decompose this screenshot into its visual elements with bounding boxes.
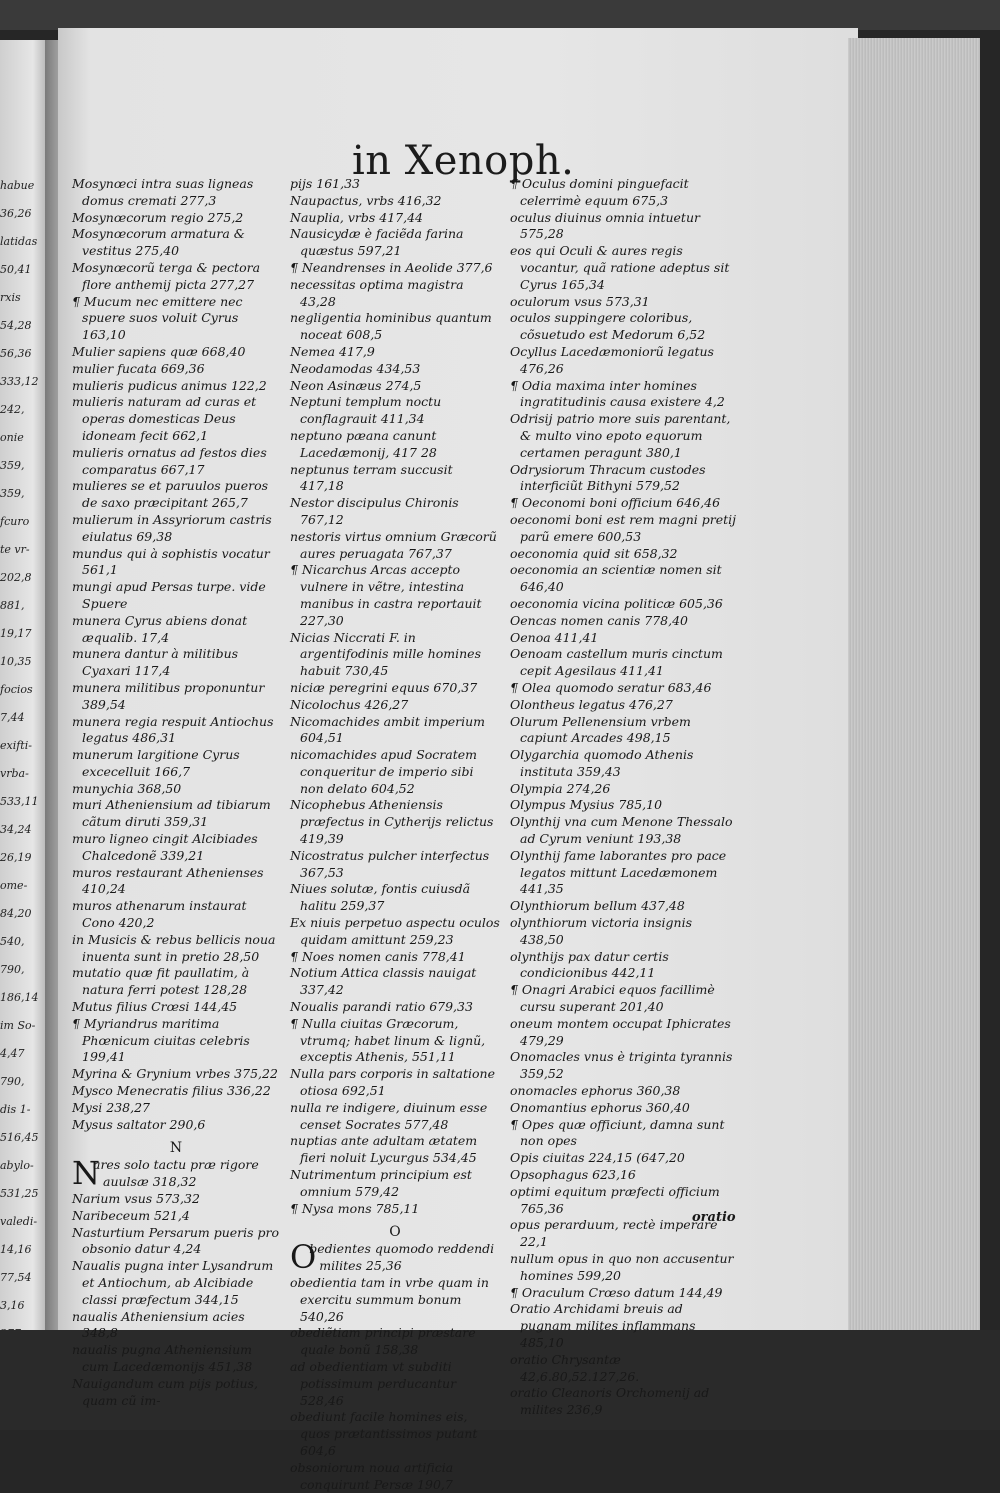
index-entry: obedientia tam in vrbe quam in exercitu summum bonum 540,26 — [290, 1275, 489, 1324]
left-page-fragment: latidas — [0, 235, 38, 248]
index-entry: munera regia respuit Antiochus legatus 486,31 — [72, 713, 274, 746]
index-entry: Mosynœcorum armatura & vestitus 275,40 — [72, 226, 245, 259]
running-head: in Xenoph. — [352, 138, 575, 184]
index-entry: ¶ Nulla ciuitas Græcorum, vtrumq; habet linum & lignũ, exceptis Athenis, 551,11 — [290, 1015, 486, 1065]
index-entry: mulieris ornatus ad festos dies comparatus 667,17 — [72, 444, 267, 477]
index-entry: oratio Cleanoris Orchomenij ad milites 236,9 — [510, 1385, 710, 1418]
index-entry: Neodamodas 434,53 — [290, 360, 421, 376]
index-entry: Olympia 274,26 — [510, 780, 611, 796]
index-entry: Myrina & Grynium vrbes 375,22 — [72, 1066, 278, 1082]
left-page-fragment: rxis — [0, 291, 21, 304]
book-cover-top — [0, 0, 1000, 30]
index-entry: negligentia hominibus quantum noceat 608,5 — [290, 310, 492, 343]
left-page-fragment: im So- — [0, 1019, 36, 1032]
left-page-fragment: focios — [0, 683, 33, 696]
index-entry: Onomantius ephorus 360,40 — [510, 1099, 690, 1115]
left-page-fragment: 186,14 — [0, 991, 39, 1004]
index-entry: Obedientes quomodo reddendi milites 25,36 — [290, 1238, 495, 1277]
index-entry: Nulla pars corporis in saltatione otiosa 692,51 — [290, 1066, 495, 1099]
index-entry: oculos suppingere coloribus, cõsuetudo est Medorum 6,52 — [510, 310, 706, 343]
index-entry: Nausicydæ è faciẽda farina quæstus 597,21 — [290, 226, 464, 259]
index-entry: munychia 368,50 — [72, 780, 182, 796]
index-entry: in Musicis & rebus bellicis noua inuenta sunt in pretio 28,50 — [72, 931, 276, 964]
index-entry: oeconomia vicina politicæ 605,36 — [510, 595, 723, 611]
catchword: oratio — [692, 1210, 736, 1225]
index-entry: neptuno pæana canunt Lacedæmonij, 417 28 — [290, 427, 437, 460]
index-entry: Olurum Pellenensium vrbem capiunt Arcades 498,15 — [510, 713, 691, 746]
index-entry: Mosynœcorum regio 275,2 — [72, 209, 244, 225]
index-entry: Mosynœci intra suas ligneas domus cremati 277,3 — [72, 176, 254, 208]
index-entry: Opis ciuitas 224,15 (647,20 — [510, 1150, 685, 1166]
index-entry: oculus diuinus omnia intuetur 575,28 — [510, 209, 700, 242]
index-entry: nuptias ante adultam ætatem fieri noluit Lycurgus 534,45 — [290, 1133, 478, 1166]
index-column-1 — [72, 176, 280, 1409]
index-entry: mutatio quæ fit paullatim, à natura ferri potest 128,28 — [72, 965, 250, 998]
index-entry: ¶ Odia maxima inter homines ingratitudinis causa existere 4,2 — [510, 377, 725, 410]
index-entry: mulieris naturam ad curas et operas domesticas Deus idoneam fecit 662,1 — [72, 394, 257, 443]
index-entry: obediunt facile homines eis, quos prætantissimos putant 604,6 — [290, 1409, 478, 1458]
index-entry: ¶ Neandrenses in Aeolide 377,6 — [290, 259, 493, 275]
index-entry: naualis Atheniensium acies 348,8 — [72, 1308, 245, 1341]
left-page-fragment: 242, — [0, 403, 25, 416]
index-entry: Nasturtium Persarum pueris pro obsonio datur 4,24 — [72, 1224, 280, 1257]
left-page-fragment: 36,26 — [0, 207, 32, 220]
left-page-fragment: 4,47 — [0, 1047, 25, 1060]
index-entry: mulierum in Assyriorum castris eiulatus 69,38 — [72, 511, 272, 544]
left-page-fragment: onie — [0, 431, 24, 444]
left-page-fragment: fcuro — [0, 515, 30, 528]
index-entry: Onomacles vnus è triginta tyrannis 359,52 — [510, 1049, 733, 1082]
index-entry: ¶ Oeconomi boni officium 646,46 — [510, 495, 721, 511]
index-entry: Nicostratus pulcher interfectus 367,53 — [290, 847, 490, 880]
index-entry: Mysi 238,27 — [72, 1099, 150, 1115]
section-letter-o: O — [389, 1224, 401, 1241]
index-entry: Olynthij fame laborantes pro pace legatos mittunt Lacedæmonem 441,35 — [510, 847, 727, 897]
index-entry: Mysco Menecratis filius 336,22 — [72, 1083, 271, 1099]
index-entry: Nutrimentum principium est omnium 579,42 — [290, 1167, 472, 1199]
left-page-fragment: 881, — [0, 599, 25, 612]
index-entry: Nares solo tactu præ rigore auulsæ 318,32 — [72, 1154, 259, 1193]
index-entry: ¶ Oraculum Crœso datum 144,49 — [510, 1284, 723, 1300]
index-entry: muros athenarum instaurat Cono 420,2 — [72, 898, 247, 931]
left-page-fragment: abylo- — [0, 1159, 34, 1172]
index-entry: nicomachides apud Socratem conqueritur de imperio sibi non delato 604,52 — [290, 747, 477, 796]
index-entry: mungi apud Persas turpe. vide Spuere — [72, 579, 266, 611]
index-entry: muro ligneo cingit Alcibiades Chalcedonẽ 339,21 — [72, 831, 258, 863]
index-entry: ¶ Noes nomen canis 778,41 — [290, 948, 466, 964]
index-entry: Mysus saltator 290,6 — [72, 1116, 206, 1132]
index-entry: oneum montem occupat Iphicrates 479,29 — [510, 1015, 731, 1048]
index-entry: onomacles ephorus 360,38 — [510, 1083, 681, 1099]
left-page-fragment: 14,16 — [0, 1243, 32, 1256]
index-entry: mundus qui à sophistis vocatur 561,1 — [72, 545, 270, 578]
index-entry: Neon Asinæus 274,5 — [290, 377, 422, 393]
index-entry: Olontheus legatus 476,27 — [510, 696, 673, 712]
index-entry: naualis pugna Atheniensium cum Lacedæmonijs 451,38 — [72, 1342, 253, 1374]
index-entries-n — [72, 1154, 280, 1409]
left-page-fragment: 359, — [0, 459, 25, 472]
index-entry: Olympus Mysius 785,10 — [510, 797, 663, 813]
index-entry: Olynthiorum bellum 437,48 — [510, 898, 685, 914]
index-entry: ¶ Mucum nec emittere nec spuere suos voluit Cyrus 163,10 — [72, 293, 243, 343]
index-entry: munera dantur à militibus Cyaxari 117,4 — [72, 646, 239, 679]
left-page-fragment: valedi- — [0, 1215, 38, 1228]
index-entries-m — [72, 176, 280, 1133]
index-entry: Nestor discipulus Chironis 767,12 — [290, 495, 459, 527]
index-entry: Opsophagus 623,16 — [510, 1167, 636, 1183]
index-entry: ad obedientiam vt subditi potissimum perducantur 528,46 — [290, 1358, 457, 1408]
index-entry: muros restaurant Athenienses 410,24 — [72, 864, 264, 897]
index-entry: Nicias Niccrati F. in argentifodinis mille homines habuit 730,45 — [290, 629, 481, 679]
index-entry: eos qui Oculi & aures regis vocantur, quã ratione adeptus sit Cyrus 165,34 — [510, 243, 730, 292]
left-page-fragment: 531,25 — [0, 1187, 39, 1200]
left-page-fragment: te vr- — [0, 543, 30, 556]
index-entry: nestoris virtus omnium Græcorũ aures peruagata 767,37 — [290, 528, 497, 561]
left-page-fragment: 790, — [0, 963, 25, 976]
left-page-fragment: 34,24 — [0, 823, 32, 836]
index-entry: ¶ Oculus domini pinguefacit celerrimè equum 675,3 — [510, 176, 689, 208]
index-entry: oeconomia quid sit 658,32 — [510, 545, 678, 561]
index-entry: mulieris pudicus animus 122,2 — [72, 377, 267, 393]
index-entry: oeconomia an scientiæ nomen sit 646,40 — [510, 562, 722, 595]
left-page-fragment: 333,12 — [0, 375, 39, 388]
index-entry: Oenoa 411,41 — [510, 629, 599, 645]
left-page-fragment: 26,19 — [0, 851, 32, 864]
index-entry: Niues solutæ, fontis cuiusdã halitu 259,37 — [290, 881, 471, 914]
index-entry: olynthijs pax datur certis condicionibus 442,11 — [510, 948, 669, 981]
index-entries-o — [290, 1238, 500, 1493]
index-entry: olynthiorum victoria insignis 438,50 — [510, 915, 693, 947]
index-entry: Naupactus, vrbs 416,32 — [290, 192, 442, 208]
index-entry: Naribeceum 521,4 — [72, 1207, 190, 1223]
index-entry: niciæ peregrini equus 670,37 — [290, 679, 478, 695]
index-entry: oeconomi boni est rem magni pretij parũ emere 600,53 — [510, 511, 737, 544]
index-entry: Ocyllus Lacedæmoniorũ legatus 476,26 — [510, 343, 714, 376]
index-entry: Nemea 417,9 — [290, 343, 375, 359]
index-entry: muri Atheniensium ad tibiarum cãtum diruti 359,31 — [72, 797, 271, 830]
section-letter-n: N — [169, 1140, 183, 1157]
index-entry: ¶ Nicarchus Arcas accepto vulnere in vẽtre, intestina manibus in castra reportauit 227,30 — [290, 562, 482, 628]
left-page-fragment: 77,54 — [0, 1271, 32, 1284]
index-entry: neptunus terram succusit 417,18 — [290, 461, 453, 494]
index-entry: mulieres se et paruulos pueros de saxo præcipitant 265,7 — [72, 478, 269, 511]
left-page-fragment: exifti- — [0, 739, 32, 752]
index-entry: Oencas nomen canis 778,40 — [510, 612, 689, 628]
left-page-fragment: 19,17 — [0, 627, 32, 640]
index-entries-o-cont — [510, 176, 738, 1419]
left-page-fragment: 54,28 — [0, 319, 32, 332]
left-page-fragment: 790, — [0, 1075, 25, 1088]
index-entry: Olygarchia quomodo Athenis instituta 359,43 — [510, 747, 694, 779]
left-page-fragment: ome- — [0, 879, 28, 892]
index-entry: ¶ Onagri Arabici equos facillimè cursu superant 201,40 — [510, 982, 715, 1015]
index-entry: pijs 161,33 — [290, 176, 361, 191]
left-page-fragment: 533,11 — [0, 795, 39, 808]
index-entry: Oratio Archidami breuis ad pugnam milites inflammans 485,10 — [510, 1301, 696, 1350]
index-entry: Odrisij patrio more suis parentant, & multo vino epoto equorum certamen peragunt 380,1 — [510, 411, 731, 460]
left-page-fragment: 50,41 — [0, 263, 32, 276]
index-entry: ¶ Myriandrus maritima Phœnicum ciuitas celebris 199,41 — [72, 1015, 250, 1065]
index-entry: munera Cyrus abiens donat æqualib. 17,4 — [72, 612, 248, 645]
index-entry: Neptuni templum noctu conflagrauit 411,34 — [290, 394, 442, 427]
left-page-fragment: 3,16 — [0, 1299, 25, 1312]
index-entry: ¶ Olea quomodo seratur 683,46 — [510, 679, 712, 695]
index-entry: Noualis parandi ratio 679,33 — [290, 999, 473, 1015]
index-entry: optimi equitum præfecti officium 765,36 — [510, 1183, 720, 1216]
index-entry: opus perarduum, rectè imperare 22,1 — [510, 1217, 718, 1250]
left-page-fragment: vrba- — [0, 767, 29, 780]
index-entry: ¶ Nysa mons 785,11 — [290, 1200, 420, 1216]
index-column-2 — [290, 176, 500, 1493]
left-page-fragment: 359, — [0, 487, 25, 500]
index-entry: munerum largitione Cyrus excecelluit 166,7 — [72, 747, 240, 779]
left-page-fragment: 10,35 — [0, 655, 32, 668]
index-entry: necessitas optima magistra 43,28 — [290, 276, 464, 309]
index-entry: Olynthij vna cum Menone Thessalo ad Cyrum veniunt 193,38 — [510, 814, 733, 847]
left-page-fragment: 516,45 — [0, 1131, 39, 1144]
index-entries-n-cont — [290, 176, 500, 1217]
index-entry: Nauigandum cum pijs potius, quam cũ im- — [72, 1375, 258, 1408]
index-entry: Narium vsus 573,32 — [72, 1191, 200, 1207]
index-entry: Nicolochus 426,27 — [290, 696, 409, 712]
index-entry: Mosynœcorũ terga & pectora flore anthemij picta 277,27 — [72, 259, 261, 292]
left-page-fragment: 84,20 — [0, 907, 32, 920]
index-column-3 — [510, 176, 738, 1419]
index-entry: munera militibus proponuntur 389,54 — [72, 679, 265, 712]
index-entry: oratio Chrysantæ 42,6.80,52.127,26. — [510, 1351, 640, 1384]
index-entry: Nicomachides ambit imperium 604,51 — [290, 713, 486, 746]
left-page-fragment: 56,36 — [0, 347, 32, 360]
index-entry: Nicophebus Atheniensis præfectus in Cytherijs relictus 419,39 — [290, 797, 494, 847]
index-entry: nullum opus in quo non accusentur homines 599,20 — [510, 1251, 734, 1283]
left-page-fragment: 540, — [0, 935, 25, 948]
index-entry: obsoniorum noua artificia conquirunt Persæ 190,7 — [290, 1459, 454, 1492]
index-entry: mulier fucata 669,36 — [72, 360, 205, 376]
index-entry: obediẽtiam principi præstare quale bonũ 158,38 — [290, 1325, 476, 1358]
index-entry: ¶ Opes quæ officiunt, damna sunt non opes — [510, 1116, 725, 1149]
index-entry: oculorum vsus 573,31 — [510, 293, 650, 309]
index-entry: Nauplia, vrbs 417,44 — [290, 209, 424, 225]
index-entry: Naualis pugna inter Lysandrum et Antiochum, ab Alcibiade classi præfectum 344,15 — [72, 1258, 274, 1307]
left-page-fragment: habue — [0, 179, 35, 192]
page-edges — [848, 38, 980, 1358]
index-entry: Oenoam castellum muris cinctum cepit Agesilaus 411,41 — [510, 646, 723, 679]
left-page-fragment: 202,8 — [0, 571, 32, 584]
index-entry: Ex niuis perpetuo aspectu oculos quidam amittunt 259,23 — [290, 915, 500, 947]
index-entry: Mulier sapiens quæ 668,40 — [72, 343, 246, 359]
left-page-fragment: dis 1- — [0, 1103, 31, 1116]
index-entry: Mutus filius Crœsi 144,45 — [72, 999, 238, 1015]
left-page-fragment: 7,44 — [0, 711, 25, 724]
index-entry: Odrysiorum Thracum custodes interficiũt Bithyni 579,52 — [510, 461, 706, 494]
index-entry: Notium Attica classis nauigat 337,42 — [290, 965, 477, 998]
index-entry: nulla re indigere, diuinum esse censet Socrates 577,48 — [290, 1099, 488, 1132]
